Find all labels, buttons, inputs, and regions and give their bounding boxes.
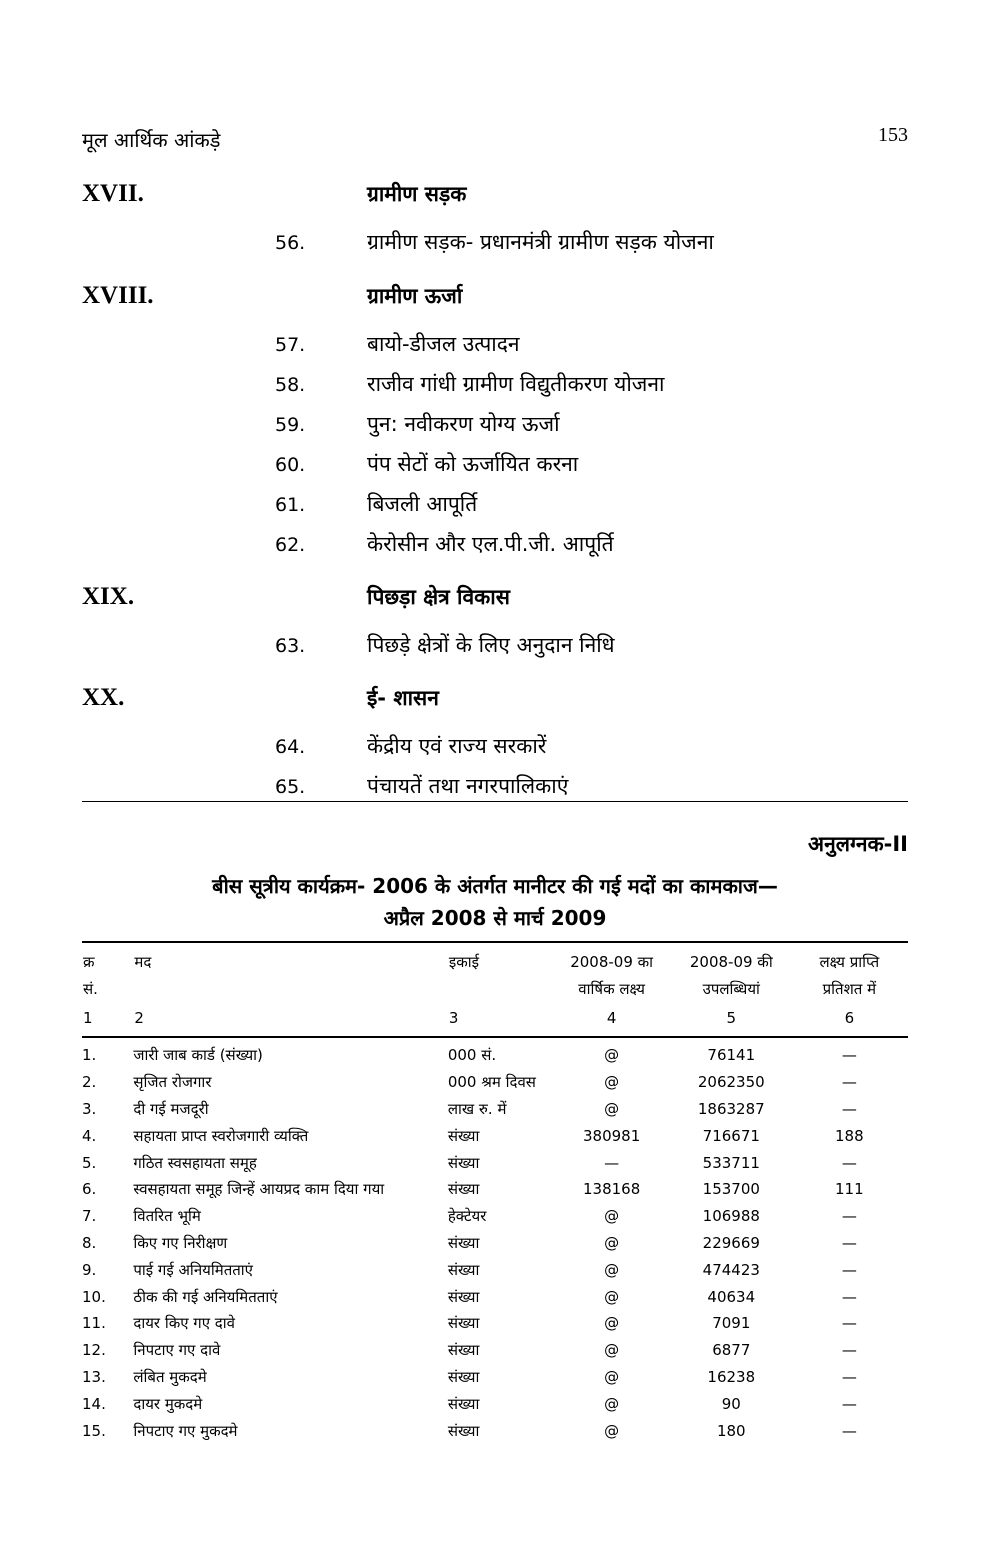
item-text: बायो-डीजल उत्पादन [367,332,520,356]
list-item [82,330,908,370]
row-percent: — [841,1341,857,1360]
list-item [82,772,908,812]
item-number: 62. [275,534,306,556]
item-text: राजीव गांधी ग्रामीण विद्युतीकरण योजना [367,372,665,396]
table-row [82,1417,908,1444]
row-sno: 12. [82,1341,106,1360]
section-roman: XIX. [82,583,135,610]
row-achievement: 76141 [707,1046,756,1065]
section-title: ग्रामीण सड़क [367,182,467,206]
item-number: 60. [275,454,306,476]
row-achievement: 533711 [702,1153,760,1172]
table-row [82,1390,908,1417]
row-item: सहायता प्राप्त स्वरोजगारी व्यक्ति [133,1126,309,1145]
row-unit: संख्या [447,1126,480,1145]
row-percent: — [841,1421,857,1440]
item-number: 61. [275,494,306,516]
row-unit: संख्या [447,1367,480,1386]
item-text: केरोसीन और एल.पी.जी. आपूर्ति [367,532,614,556]
row-achievement: 1863287 [697,1099,765,1118]
row-sno: 2. [82,1073,97,1092]
section-xix [82,583,908,671]
row-target: — [604,1153,620,1172]
table-row [82,1069,908,1096]
row-unit: संख्या [447,1153,480,1172]
item-text: पिछड़े क्षेत्रों के लिए अनुदान निधि [367,633,615,657]
row-percent: 188 [835,1126,864,1145]
item-text: ग्रामीण सड़क- प्रधानमंत्री ग्रामीण सड़क योजना [367,230,714,254]
row-achievement: 7091 [712,1314,751,1333]
col-number: 4 [551,1004,672,1037]
row-unit: 000 श्रम दिवस [447,1073,536,1092]
section-roman: XVII. [82,180,144,207]
item-text: पंप सेटों को ऊर्जायित करना [367,452,579,476]
col-header-item: मद [133,942,447,1004]
item-number: 59. [275,414,306,436]
row-sno: 15. [82,1421,106,1440]
table-row [82,1364,908,1391]
row-item: जारी जाब कार्ड (संख्या) [133,1046,263,1065]
list-item [82,732,908,772]
section-title: ग्रामीण ऊर्जा [367,284,463,308]
row-sno: 6. [82,1180,97,1199]
table-row [82,1310,908,1337]
row-target: @ [604,1260,620,1279]
table-row [82,1122,908,1149]
table-row [82,1230,908,1257]
item-text: पुन: नवीकरण योग्य ऊर्जा [367,412,560,436]
table-title-line2: अप्रैल 2008 से मार्च 2009 [383,906,607,930]
section-xx [82,684,908,812]
section-title: पिछड़ा क्षेत्र विकास [367,585,510,609]
list-item [82,410,908,450]
col-header-sno: क्र सं. [82,942,133,1004]
list-item [82,631,908,671]
row-achievement: 716671 [702,1126,760,1145]
list-item [82,450,908,490]
row-percent: — [841,1367,857,1386]
row-sno: 5. [82,1153,97,1172]
row-item: दी गई मजदूरी [133,1099,209,1118]
row-target: @ [604,1073,620,1092]
table-body [82,1037,908,1444]
row-achievement: 6877 [712,1341,751,1360]
row-percent: — [841,1394,857,1413]
row-item: गठित स्वसहायता समूह [133,1153,257,1172]
row-item: दायर किए गए दावे [133,1314,235,1333]
row-item: किए गए निरीक्षण [133,1233,228,1252]
row-unit: संख्या [447,1287,480,1306]
data-table [82,941,908,1444]
col-header-percent: लक्ष्य प्राप्ति प्रतिशत में [791,942,908,1004]
annex-label: अनुलग्नक-II [808,832,908,856]
row-sno: 11. [82,1314,106,1333]
table-row [82,1176,908,1203]
row-sno: 1. [82,1046,97,1065]
item-number: 64. [275,736,306,758]
row-unit: लाख रु. में [447,1099,507,1118]
row-target: @ [604,1287,620,1306]
row-sno: 14. [82,1394,106,1413]
header-row [82,942,908,1004]
row-unit: संख्या [447,1233,480,1252]
row-sno: 8. [82,1233,97,1252]
item-number: 56. [275,232,306,254]
table-row [82,1283,908,1310]
row-percent: — [841,1314,857,1333]
row-target: 138168 [582,1180,641,1199]
row-item: वितरित भूमि [133,1207,201,1226]
row-sno: 4. [82,1126,97,1145]
table-row [82,1256,908,1283]
col-number: 3 [448,1004,552,1037]
item-text: केंद्रीय एवं राज्य सरकारें [367,734,547,758]
row-percent: — [841,1233,857,1252]
row-achievement: 90 [721,1394,741,1413]
row-item: निपटाए गए मुकदमे [133,1421,238,1440]
row-unit: संख्या [447,1314,480,1333]
row-sno: 3. [82,1099,97,1118]
row-achievement: 180 [716,1421,746,1440]
row-item: ठीक की गई अनियमितताएं [133,1287,278,1306]
row-sno: 7. [82,1207,97,1226]
col-header-unit: इकाई [448,942,552,1004]
page-number: 153 [878,124,908,146]
row-item: स्वसहायता समूह जिन्हें आयप्रद काम दिया गया [133,1180,385,1199]
section-roman: XX. [82,684,125,711]
row-percent: — [841,1046,857,1065]
row-item: दायर मुकदमे [133,1394,203,1413]
row-target: @ [604,1394,620,1413]
row-item: निपटाए गए दावे [133,1341,221,1360]
item-text: पंचायतें तथा नगरपालिकाएं [367,774,569,798]
row-target: @ [604,1367,620,1386]
row-percent: — [841,1207,857,1226]
section-title: ई- शासन [367,686,439,710]
row-percent: 111 [835,1180,864,1199]
row-unit: संख्या [447,1421,480,1440]
col-number: 6 [791,1004,908,1037]
row-target: @ [604,1207,620,1226]
row-sno: 13. [82,1367,106,1386]
row-achievement: 106988 [702,1207,760,1226]
row-percent: — [841,1073,857,1092]
row-unit: संख्या [447,1180,480,1199]
row-unit: संख्या [447,1394,480,1413]
section-xviii [82,282,908,570]
section-xvii [82,180,908,268]
item-number: 57. [275,334,306,356]
row-item: सृजित रोजगार [133,1073,212,1092]
row-achievement: 229669 [702,1233,760,1252]
running-header: मूल आर्थिक आंकड़े [82,128,221,152]
item-number: 65. [275,776,306,798]
row-percent: — [841,1153,857,1172]
row-unit: संख्या [447,1260,480,1279]
row-achievement: 2062350 [697,1073,765,1092]
row-unit: संख्या [447,1341,480,1360]
row-sno: 9. [82,1260,97,1279]
item-number: 63. [275,635,306,657]
row-item: पाई गई अनियमितताएं [133,1260,253,1279]
col-header-achievement: 2008-09 की उपलब्धियां [672,942,791,1004]
row-sno: 10. [82,1287,106,1306]
list-item [82,490,908,530]
divider [82,801,908,802]
col-header-target: 2008-09 का वार्षिक लक्ष्य [551,942,672,1004]
table-row [82,1149,908,1176]
row-target: @ [604,1314,620,1333]
col-number-row [82,1004,908,1037]
list-item [82,530,908,570]
row-achievement: 16238 [707,1367,756,1386]
row-percent: — [841,1099,857,1118]
section-roman: XVIII. [82,282,154,309]
col-number: 5 [672,1004,791,1037]
row-unit: 000 सं. [447,1046,497,1065]
table-row [82,1096,908,1123]
list-item [82,228,908,268]
row-target: @ [604,1046,620,1065]
item-text: बिजली आपूर्ति [367,492,478,516]
col-number: 2 [133,1004,447,1037]
row-achievement: 153700 [702,1180,760,1199]
row-target: @ [604,1421,620,1440]
row-achievement: 474423 [702,1260,760,1279]
row-achievement: 40634 [707,1287,756,1306]
row-target: 380981 [582,1126,641,1145]
row-unit: हेक्टेयर [447,1207,487,1226]
row-target: @ [604,1099,620,1118]
row-target: @ [604,1341,620,1360]
table-row [82,1037,908,1069]
table-row [82,1337,908,1364]
table-title-line1: बीस सूत्रीय कार्यक्रम- 2006 के अंतर्गत मानीटर की गई मदों का कामकाज— [212,874,778,898]
row-target: @ [604,1233,620,1252]
table-row [82,1203,908,1230]
col-number: 1 [82,1004,133,1037]
item-number: 58. [275,374,306,396]
row-percent: — [841,1287,857,1306]
row-percent: — [841,1260,857,1279]
row-item: लंबित मुकदमे [133,1367,207,1386]
list-item [82,370,908,410]
